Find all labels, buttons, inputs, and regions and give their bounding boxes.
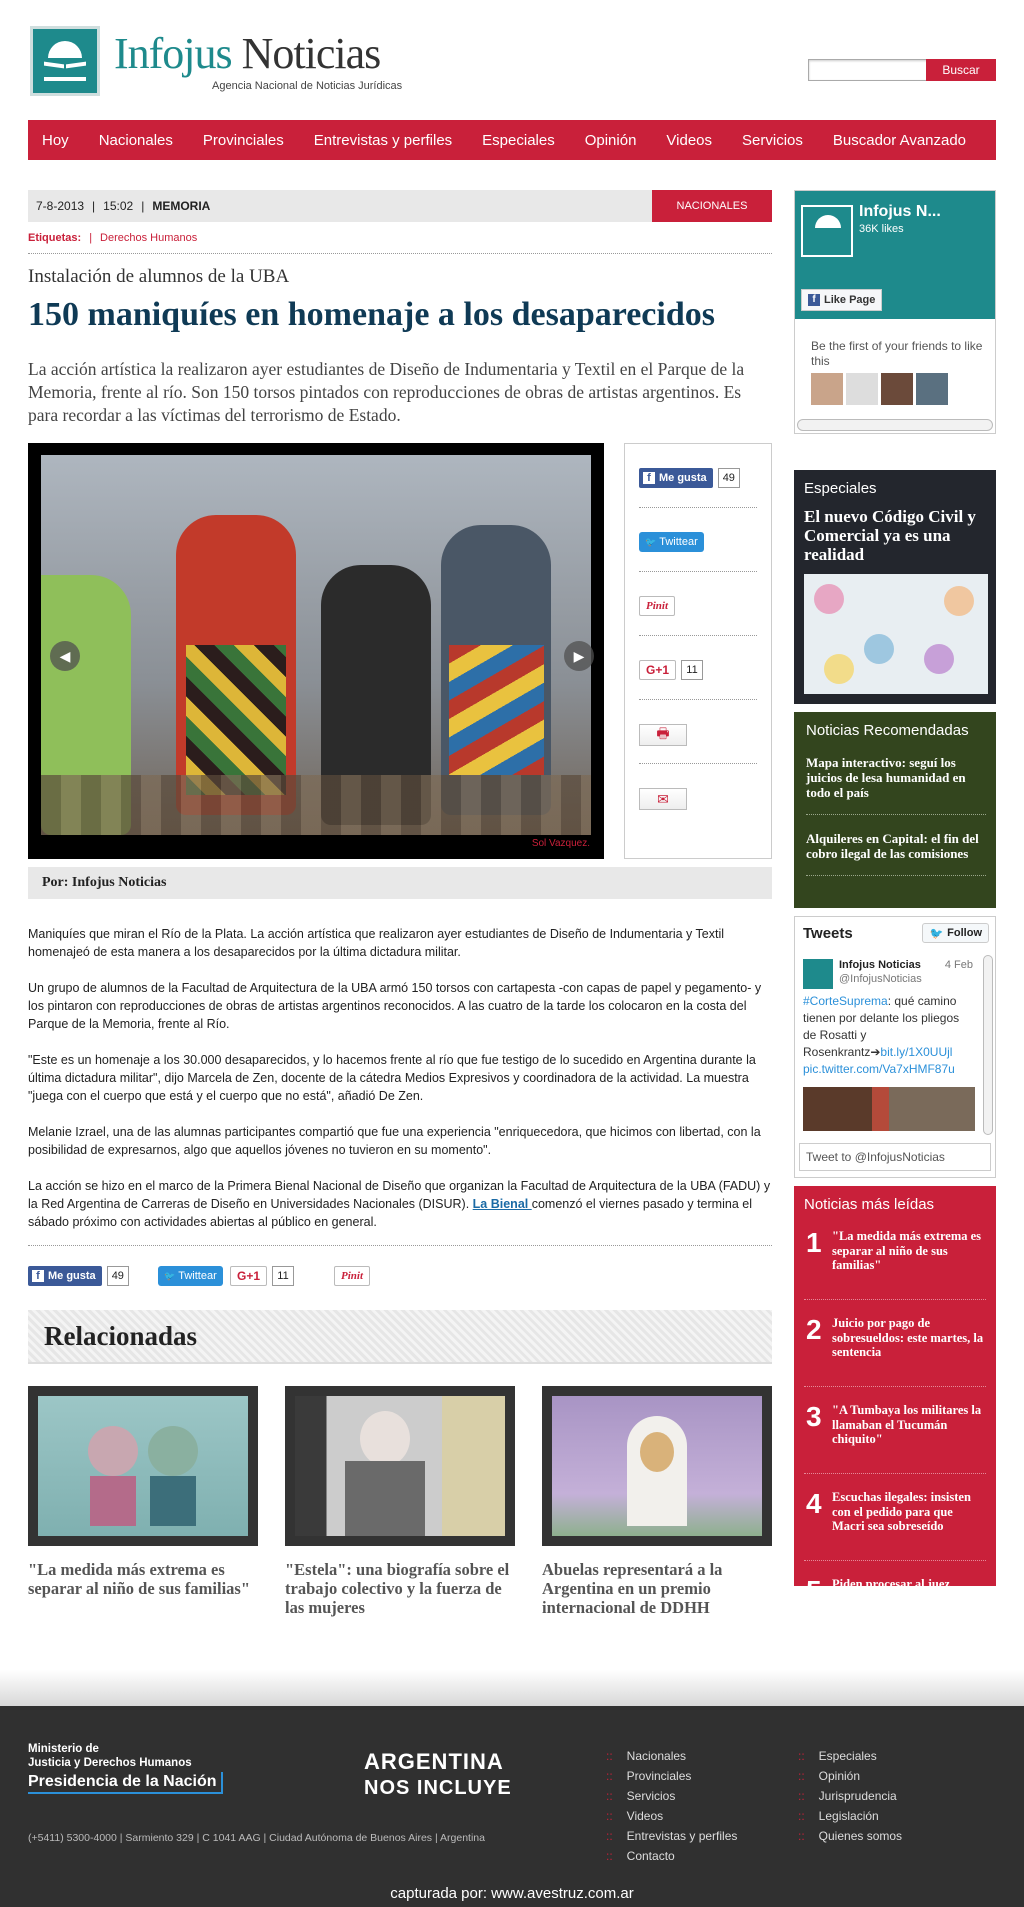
fb-like-button[interactable]: f Me gusta xyxy=(639,468,713,488)
article-body xyxy=(28,925,772,1231)
tweet-button-bottom[interactable]: 🐦 Twittear xyxy=(158,1266,223,1286)
fb-cover-image[interactable] xyxy=(795,191,995,319)
share-row-bottom xyxy=(28,1246,772,1294)
nav-item-entrevistas[interactable]: Entrevistas y perfiles xyxy=(313,131,453,149)
fb-like-count-bottom: 49 xyxy=(107,1266,129,1286)
article-time: 15:02 xyxy=(103,199,134,213)
pinit-button-bottom[interactable]: Pinit xyxy=(334,1266,370,1286)
fb-horizontal-scrollbar[interactable] xyxy=(797,419,993,431)
footer-address: (+5411) 5300-4000 | Sarmiento 329 | C 1041 AAG | Ciudad Autónoma de Buenos Aires | Argentina xyxy=(28,1832,485,1844)
related-card[interactable] xyxy=(542,1386,772,1617)
tags-row: Etiquetas: | Derechos Humanos xyxy=(28,232,772,254)
logo-icon[interactable] xyxy=(30,26,100,96)
mas-leidas-box xyxy=(794,1186,996,1620)
body-paragraph: Melanie Izrael, una de las alumnas participantes compartió que fue una experiencia "enriquecedora, que hicimos con libertad, con la posibilidad de expresarnos, algo que aquellos jóvenes no tuvieron en su momento". xyxy=(28,1125,761,1157)
avatar[interactable] xyxy=(811,373,843,405)
related-card[interactable] xyxy=(285,1386,515,1617)
category-badge[interactable]: NACIONALES xyxy=(652,190,772,222)
facebook-icon: f xyxy=(808,294,820,306)
gplus-button[interactable]: G+1 xyxy=(639,660,676,680)
logo-icon xyxy=(801,205,853,257)
footer-link[interactable]: :: Videos xyxy=(606,1809,664,1823)
footer-link[interactable]: :: Jurisprudencia xyxy=(798,1789,897,1803)
footer-link[interactable]: :: Opinión xyxy=(798,1769,861,1783)
twitter-icon: 🐦 xyxy=(164,1270,176,1281)
print-icon[interactable]: 🖶 xyxy=(639,724,687,746)
nav-item-especiales[interactable]: Especiales xyxy=(482,131,555,149)
site-header xyxy=(28,24,996,104)
tweet-user[interactable]: Infojus Noticias xyxy=(839,959,921,971)
fb-friend-avatars xyxy=(811,373,951,405)
avatar[interactable] xyxy=(881,373,913,405)
footer-link[interactable]: :: Legislación xyxy=(798,1809,879,1823)
especiales-title[interactable]: El nuevo Código Civil y Comercial ya es una realidad xyxy=(804,507,976,564)
twitter-icon: 🐦 xyxy=(645,536,657,547)
article-kicker: Instalación de alumnos de la UBA xyxy=(28,266,290,287)
article-section: MEMORIA xyxy=(152,199,211,213)
recomendada-item[interactable]: Alquileres en Capital: el fin del cobro ilegal de las comisiones xyxy=(806,831,986,876)
list-item[interactable]: 2 Juicio por pago de sobresueldos: este martes, la sentencia xyxy=(804,1312,986,1387)
especiales-heading[interactable]: Especiales xyxy=(804,480,877,497)
nav-item-provinciales[interactable]: Provinciales xyxy=(202,131,284,149)
footer-link[interactable]: :: Especiales xyxy=(798,1749,877,1763)
especiales-box xyxy=(794,470,996,704)
email-icon[interactable]: ✉ xyxy=(639,788,687,810)
facebook-page-widget xyxy=(794,190,996,434)
recomendadas-box xyxy=(794,712,996,908)
nav-item-buscador[interactable]: Buscador Avanzado xyxy=(832,131,967,149)
tweets-heading: Tweets xyxy=(803,925,853,942)
article-photo xyxy=(41,455,591,835)
recomendada-item[interactable]: Mapa interactivo: seguí los juicios de lesa humanidad en todo el país xyxy=(806,755,986,815)
twitter-follow-button[interactable]: 🐦 Follow xyxy=(922,923,989,943)
tag-link[interactable]: Derechos Humanos xyxy=(100,232,198,244)
body-paragraph: La acción se hizo en el marco de la Primera Bienal Nacional de Diseño que organizan la Facultad de Arquitectura de la UBA (FADU) y la Red Argentina de Carreras de Diseño en Universidades Nacionales (DISUR). La Bienal comenzó el viernes pasado y termina el sábado próximo con actividades abiertas al público en general. xyxy=(28,1179,771,1229)
fb-page-name[interactable]: Infojus N... xyxy=(859,203,941,220)
tweet-image[interactable] xyxy=(803,1087,975,1131)
footer-links-col1 xyxy=(606,1746,737,1866)
related-card[interactable] xyxy=(28,1386,258,1598)
pinit-button[interactable]: Pinit xyxy=(639,596,675,616)
footer-links-col2 xyxy=(798,1746,902,1846)
related-heading: Relacionadas xyxy=(28,1310,772,1364)
fb-friends-text: Be the first of your friends to like this xyxy=(811,339,983,368)
nav-item-opinion[interactable]: Opinión xyxy=(584,131,637,149)
list-item[interactable]: 5 Piden procesar al juez Reynoso, acusado de beneficiar a narcos xyxy=(806,1575,950,1620)
fb-page-likes: 36K likes xyxy=(859,223,904,235)
slider-prev-icon[interactable]: ◀ xyxy=(50,641,80,671)
tweets-scrollbar[interactable] xyxy=(983,955,993,1135)
tweet-date[interactable]: 4 Feb xyxy=(944,959,973,971)
facebook-icon: f xyxy=(643,472,655,484)
footer-link[interactable]: :: Quienes somos xyxy=(798,1829,903,1843)
tweet-pic-link[interactable]: pic.twitter.com/Va7xHMF87u xyxy=(803,1062,955,1076)
body-paragraph: "Este es un homenaje a los 30.000 desaparecidos, y lo hacemos frente al río que fue testigo de lo sucedido en Argentina durante la última dictadura militar", dijo Marcela de Zen, docente de la cátedra Medios Expresivos y coordinadora de la actividad. La muestra "juega con el cuerpo que está y el cuerpo que no está", añadió De Zen. xyxy=(28,1053,756,1103)
share-sidebar xyxy=(624,443,772,859)
tweet-hashtag[interactable]: #CorteSuprema xyxy=(803,994,888,1008)
article-meta-bar: 7-8-2013 | 15:02 | MEMORIA NACIONALES xyxy=(28,190,772,222)
site-footer xyxy=(0,1706,1024,1907)
media-block xyxy=(28,443,772,859)
related-thumb[interactable] xyxy=(28,1386,258,1546)
nav-item-hoy[interactable]: Hoy xyxy=(42,131,69,149)
twitter-icon: 🐦 xyxy=(929,927,944,940)
recomendadas-heading: Noticias Recomendadas xyxy=(806,722,969,739)
site-logo-text[interactable]: Infojus Noticias xyxy=(114,29,381,78)
related-thumb[interactable] xyxy=(285,1386,515,1546)
fb-like-count: 49 xyxy=(718,468,740,488)
especiales-image[interactable] xyxy=(804,574,988,694)
tweet-handle[interactable]: @InfojusNoticias xyxy=(839,973,922,985)
article-date: 7-8-2013 xyxy=(36,199,85,213)
body-paragraph: Un grupo de alumnos de la Facultad de Arquitectura de la UBA armó 150 torsos con cartapesta -con capas de papel y pegamento- y los pintaron con reproducciones de obras de artistas argentinos reconocidos. A las cuatro de la tarde los colocaron en la costa del Parque de la Memoria, frente al Río. xyxy=(28,981,762,1031)
gplus-count-bottom: 11 xyxy=(272,1266,294,1286)
photo-credit: Sol Vazquez. xyxy=(531,838,590,849)
captured-by-watermark: capturada por: www.avestruz.com.ar xyxy=(390,1885,634,1902)
fb-like-page-button[interactable]: f Like Page xyxy=(801,289,882,311)
body-paragraph: Maniquíes que miran el Río de la Plata. La acción artística que realizaron ayer estudiantes de Diseño de Indumentaria y Textil homenajeó de esta manera a los desaparecidos por la última dictadura militar. xyxy=(28,927,724,959)
article-column xyxy=(28,190,772,1636)
site-tagline: Agencia Nacional de Noticias Jurídicas xyxy=(212,80,403,92)
footer-shadow xyxy=(0,1670,1024,1706)
avatar[interactable] xyxy=(846,373,878,405)
avatar[interactable] xyxy=(916,373,948,405)
article-lead: La acción artística la realizaron ayer estudiantes de Diseño de Indumentaria y Textil en el Parque de la Memoria, frente al río. Son 150 torsos pintados con reproducciones de obras de artistas argentinos. Es para recordar a las víctimas del terrorismo de Estado. xyxy=(28,359,745,425)
footer-link[interactable]: :: Nacionales xyxy=(606,1749,687,1763)
ministry-logo-text[interactable]: Ministerio de Justicia y Derechos Humanos xyxy=(28,1743,192,1769)
footer-link[interactable]: :: Provinciales xyxy=(606,1769,692,1783)
tweet-to-input[interactable]: Tweet to @InfojusNoticias xyxy=(799,1143,991,1171)
footer-link[interactable]: :: Servicios xyxy=(606,1789,676,1803)
mas-leidas-heading: Noticias más leídas xyxy=(804,1196,935,1213)
article-byline: Por: Infojus Noticias xyxy=(28,867,772,899)
right-sidebar xyxy=(794,190,996,1620)
list-item[interactable]: 3 "A Tumbaya los militares la llamaban el Tucumán chiquito" xyxy=(804,1399,986,1474)
gplus-button-bottom[interactable]: G+1 xyxy=(230,1266,267,1286)
related-title[interactable]: "La medida más extrema es separar al niño de sus familias" xyxy=(28,1560,251,1598)
fb-like-button-bottom[interactable]: f Me gusta xyxy=(28,1266,102,1286)
related-title[interactable]: "Estela": una biografía sobre el trabajo colectivo y la fuerza de las mujeres xyxy=(285,1560,510,1617)
nav-item-servicios[interactable]: Servicios xyxy=(742,131,803,149)
tweet-button[interactable]: 🐦 Twittear xyxy=(639,532,704,552)
article-title: 150 maniquíes en homenaje a los desaparecidos xyxy=(28,296,715,333)
nav-item-nacionales[interactable]: Nacionales xyxy=(98,131,173,149)
nav-item-videos[interactable]: Videos xyxy=(666,131,713,149)
main-nav xyxy=(28,120,996,160)
related-grid xyxy=(28,1386,772,1636)
tweet-text: #CorteSuprema: qué camino tienen por delante los pliegos de Rosatti y Rosenkrantz➔bit.ly/1X0UUjl pic.twitter.com/Va7xHMF87u xyxy=(803,994,960,1076)
twitter-widget xyxy=(794,916,996,1178)
photo-slider xyxy=(28,443,604,859)
bienal-link[interactable]: La Bienal xyxy=(472,1197,532,1211)
tweet-link[interactable]: bit.ly/1X0UUjl xyxy=(880,1045,953,1059)
slider-next-icon[interactable]: ▶ xyxy=(564,641,594,671)
gplus-count: 11 xyxy=(681,660,703,680)
list-item[interactable]: 4 Escuchas ilegales: insisten con el pedido para que Macri sea sobreseído xyxy=(804,1486,986,1561)
tags-label: Etiquetas: xyxy=(28,232,82,244)
avatar[interactable] xyxy=(803,959,833,989)
list-item[interactable]: 1 "La medida más extrema es separar al niño de sus familias" xyxy=(804,1225,986,1300)
presidencia-logo-text[interactable]: Presidencia de la Nación xyxy=(28,1772,223,1794)
search-button[interactable]: Buscar xyxy=(926,59,996,81)
facebook-icon: f xyxy=(32,1270,44,1282)
related-thumb[interactable] xyxy=(542,1386,772,1546)
footer-link[interactable]: :: Contacto xyxy=(606,1849,675,1863)
argentina-logo-text: ARGENTINA NOS INCLUYE xyxy=(364,1749,512,1799)
footer-link[interactable]: :: Entrevistas y perfiles xyxy=(606,1829,738,1843)
related-title[interactable]: Abuelas representará a la Argentina en un premio internacional de DDHH xyxy=(542,1560,723,1617)
